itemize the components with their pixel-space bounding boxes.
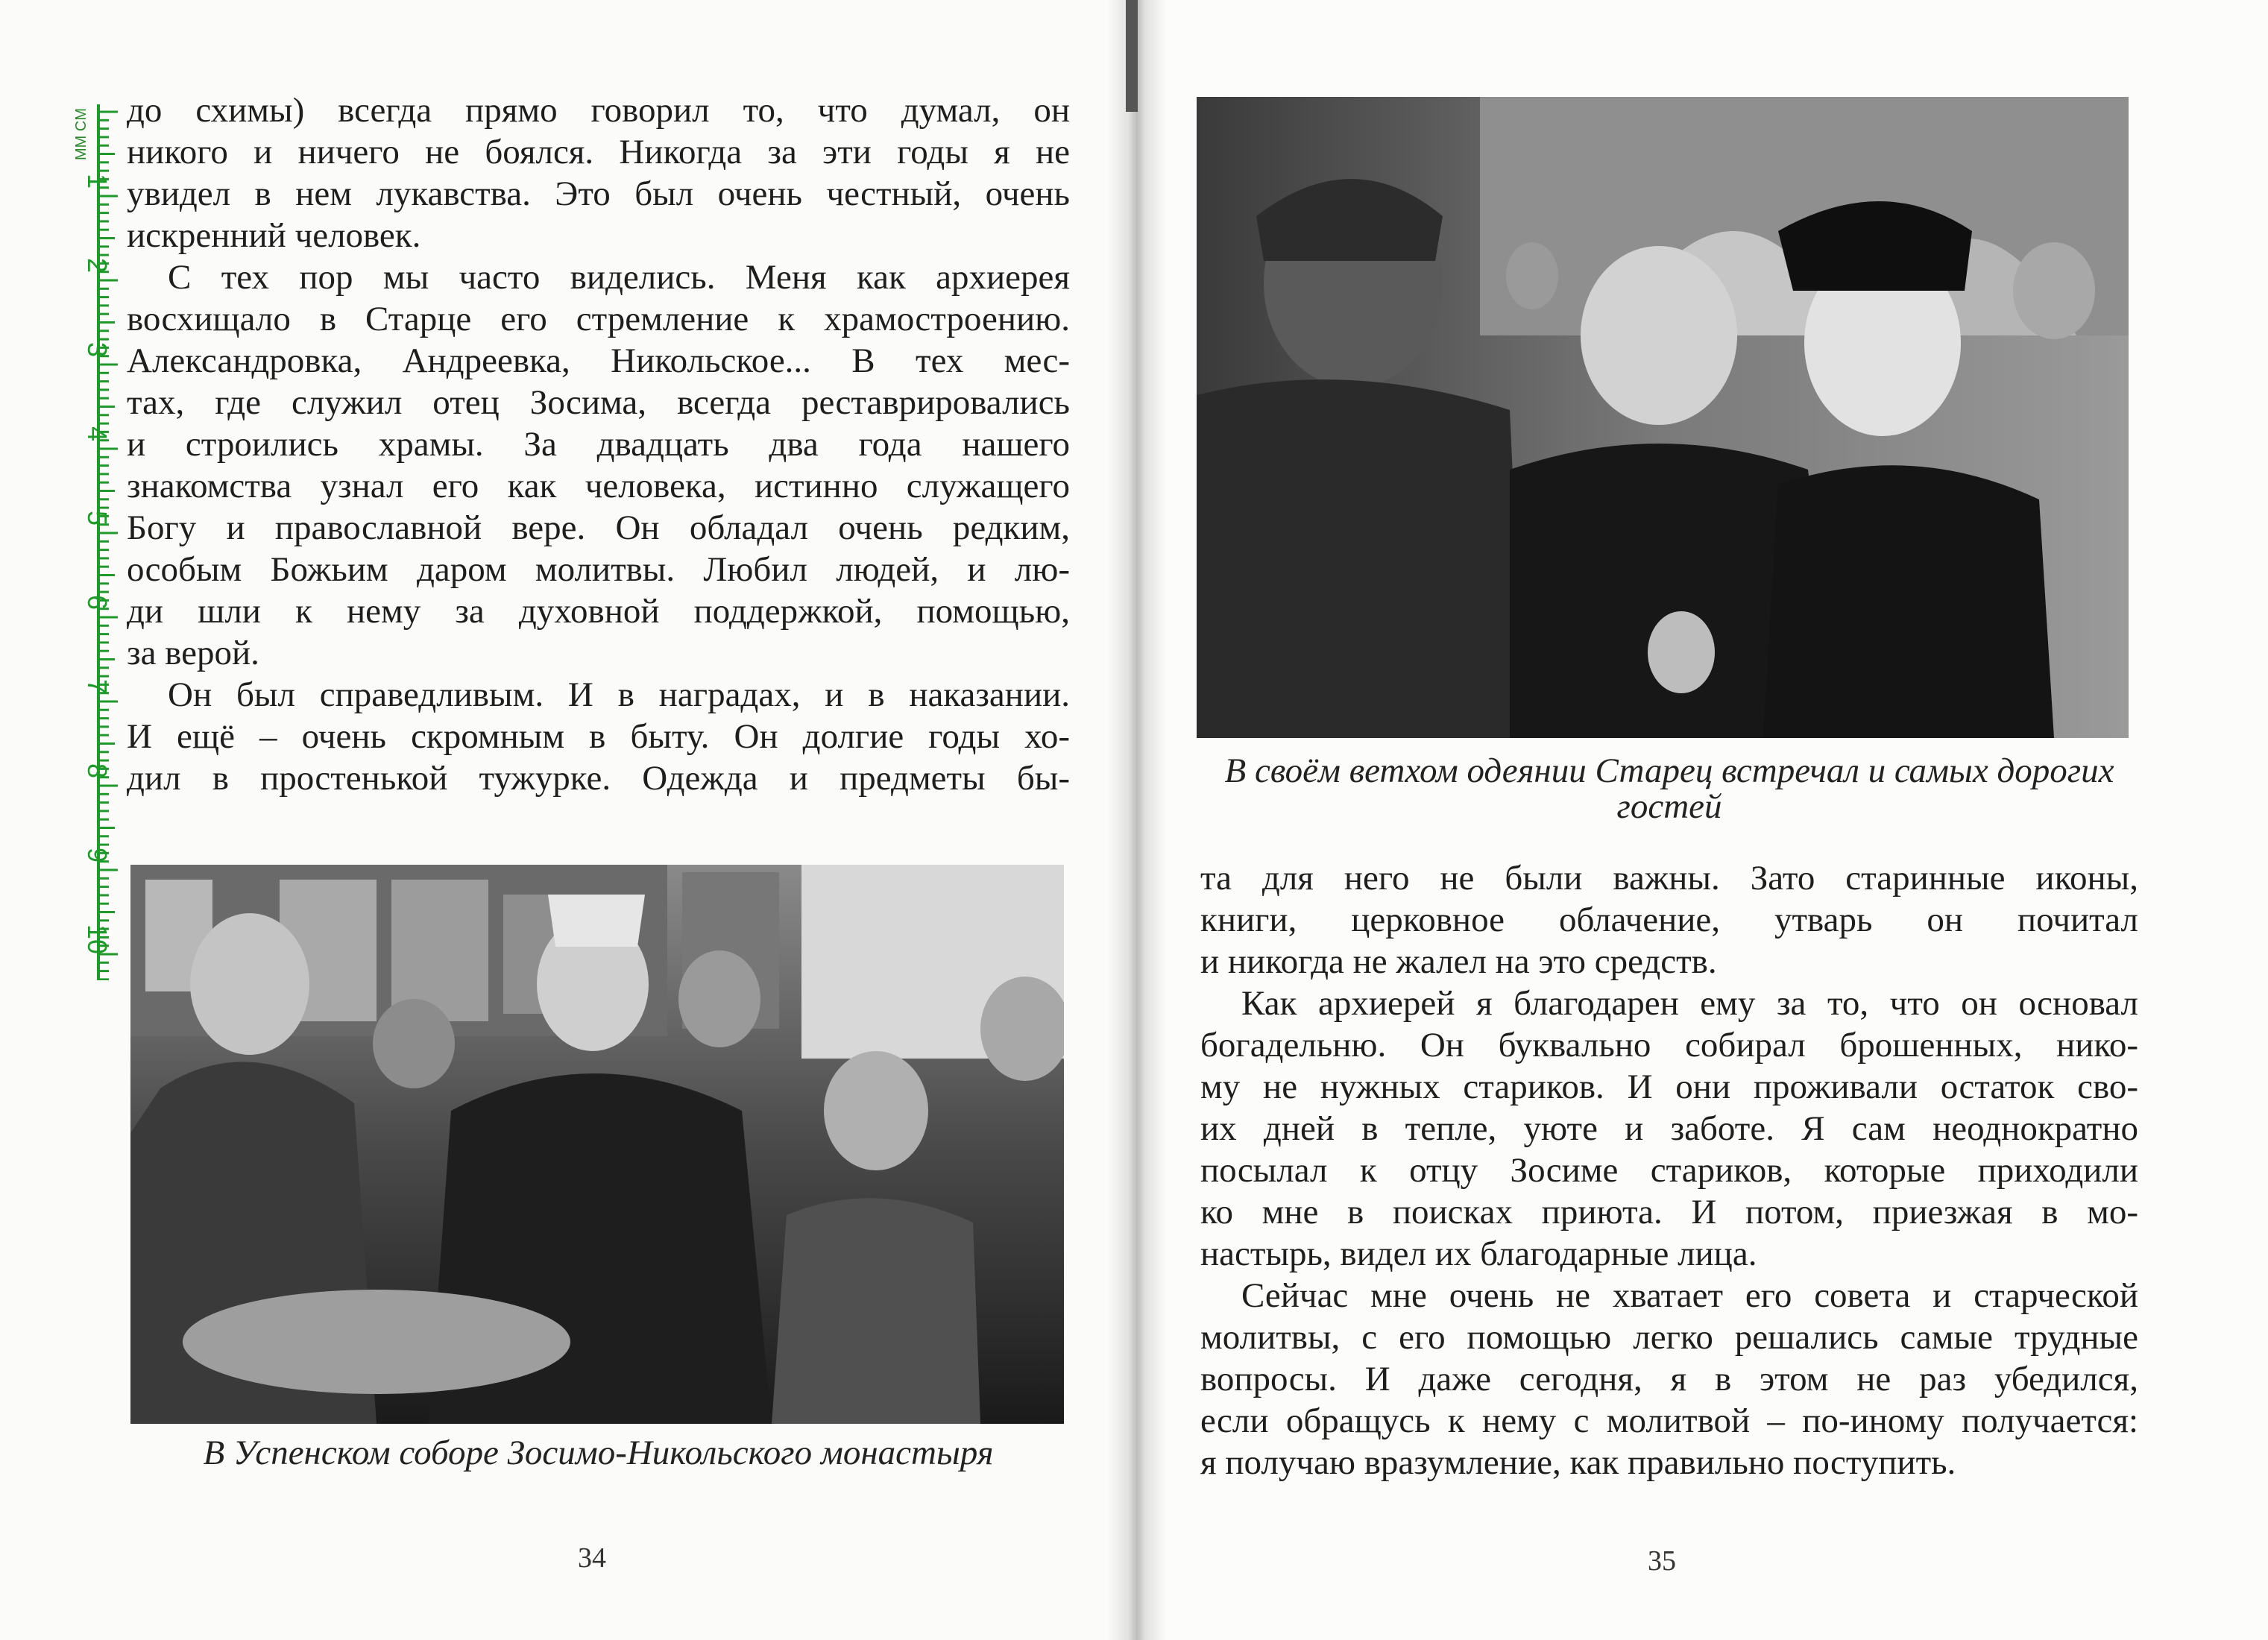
text-line: посылал к отцу Зосиме стариков, которые приходили: [1200, 1151, 2138, 1190]
text-line: Богу и православной вере. Он обладал очень редким,: [127, 508, 1070, 547]
text-line: знакомства узнал его как человека, истинно служащего: [127, 467, 1070, 505]
text-line: тах, где служил отец Зосима, всегда реставрировались: [127, 383, 1070, 422]
text-line: Сейчас мне очень не хватает его совета и старческой: [1241, 1276, 2138, 1315]
text-line: я получаю вразумление, как правильно поступить.: [1200, 1443, 1956, 1482]
measurement-ruler: [67, 104, 118, 980]
text-line: Александровка, Андреевка, Никольское... В тех мес-: [127, 341, 1070, 380]
text-line: вопросы. И даже сегодня, я в этом не раз убедился,: [1200, 1360, 2138, 1398]
text-line: ди шли к нему за духовной поддержкой, помощью,: [127, 592, 1070, 631]
text-line: особым Божьим даром молитвы. Любил людей, и лю-: [127, 550, 1070, 589]
text-line: их дней в тепле, уюте и заботе. Я сам неоднократно: [1200, 1109, 2138, 1148]
text-line: Он был справедливым. И в наградах, и в наказании.: [168, 675, 1070, 714]
text-line: если обращусь к нему с молитвой – по-иному получается:: [1200, 1401, 2138, 1440]
text-line: до схимы) всегда прямо говорил то, что думал, он: [127, 91, 1070, 130]
text-line: и никогда не жалел на это средств.: [1200, 942, 1717, 981]
text-line: му не нужных стариков. И они проживали остаток сво-: [1200, 1067, 2138, 1106]
ruler-number: 3: [82, 341, 113, 358]
text-line: Как архиерей я благодарен ему за то, что он основал: [1241, 984, 2138, 1023]
text-line: увидел в нем лукавства. Это был очень честный, очень: [127, 174, 1070, 213]
text-line: богадельню. Он буквально собирал брошенных, нико-: [1200, 1026, 2138, 1065]
ruler-units-label: MM CM: [73, 108, 89, 160]
text-line: за верой.: [127, 634, 259, 672]
photo-uspensky-image: [130, 865, 1064, 1424]
right-page-number: 35: [1648, 1545, 1676, 1577]
text-line: настырь, видел их благодарные лица.: [1200, 1234, 1757, 1273]
left-page-number: 34: [578, 1542, 606, 1574]
ruler-number: 9: [82, 847, 113, 863]
text-line: дил в простенькой тужурке. Одежда и предметы бы-: [127, 759, 1070, 798]
text-line: и строились храмы. За двадцать два года нашего: [127, 425, 1070, 464]
ruler-number: 4: [82, 426, 113, 442]
ruler-number: 7: [82, 678, 113, 695]
ruler-number: 10: [82, 924, 113, 955]
text-line: восхищало в Старце его стремление к храмостроению.: [127, 300, 1070, 338]
photo-uspensky-cathedral: [130, 865, 1064, 1424]
photo-elder-guests: [1197, 97, 2129, 738]
text-line: книги, церковное облачение, утварь он почитал: [1200, 901, 2138, 939]
ruler-number: 6: [82, 594, 113, 611]
text-line: И ещё – очень скромным в быту. Он долгие годы хо-: [127, 717, 1070, 756]
left-page-text: [127, 89, 1070, 799]
text-line: та для него не были важны. Зато старинные иконы,: [1200, 859, 2138, 898]
left-photo-caption: В Успенском соборе Зосимо-Никольского монастыря: [203, 1434, 994, 1472]
photo-elder-image: [1197, 97, 2129, 738]
ruler-graphic: [67, 104, 118, 980]
text-line: С тех пор мы часто виделись. Меня как архиерея: [168, 258, 1070, 297]
ruler-number: 1: [82, 173, 113, 189]
right-photo-caption: В своём ветхом одеянии Старец встречал и самых дорогих гостей: [1224, 751, 2114, 826]
text-line: никого и ничего не боялся. Никогда за эти годы я не: [127, 133, 1070, 171]
book-gutter: [1107, 0, 1167, 1640]
text-line: искренний человек.: [127, 216, 421, 255]
right-page-text: [1200, 857, 2138, 1483]
ruler-number: 5: [82, 510, 113, 526]
ruler-number: 2: [82, 257, 113, 274]
ruler-number: 8: [82, 763, 113, 779]
text-line: молитвы, с его помощью легко решались самые трудные: [1200, 1318, 2138, 1357]
gutter-shadow: [1126, 0, 1138, 112]
text-line: ко мне в поисках приюта. И потом, приезжая в мо-: [1200, 1193, 2138, 1231]
